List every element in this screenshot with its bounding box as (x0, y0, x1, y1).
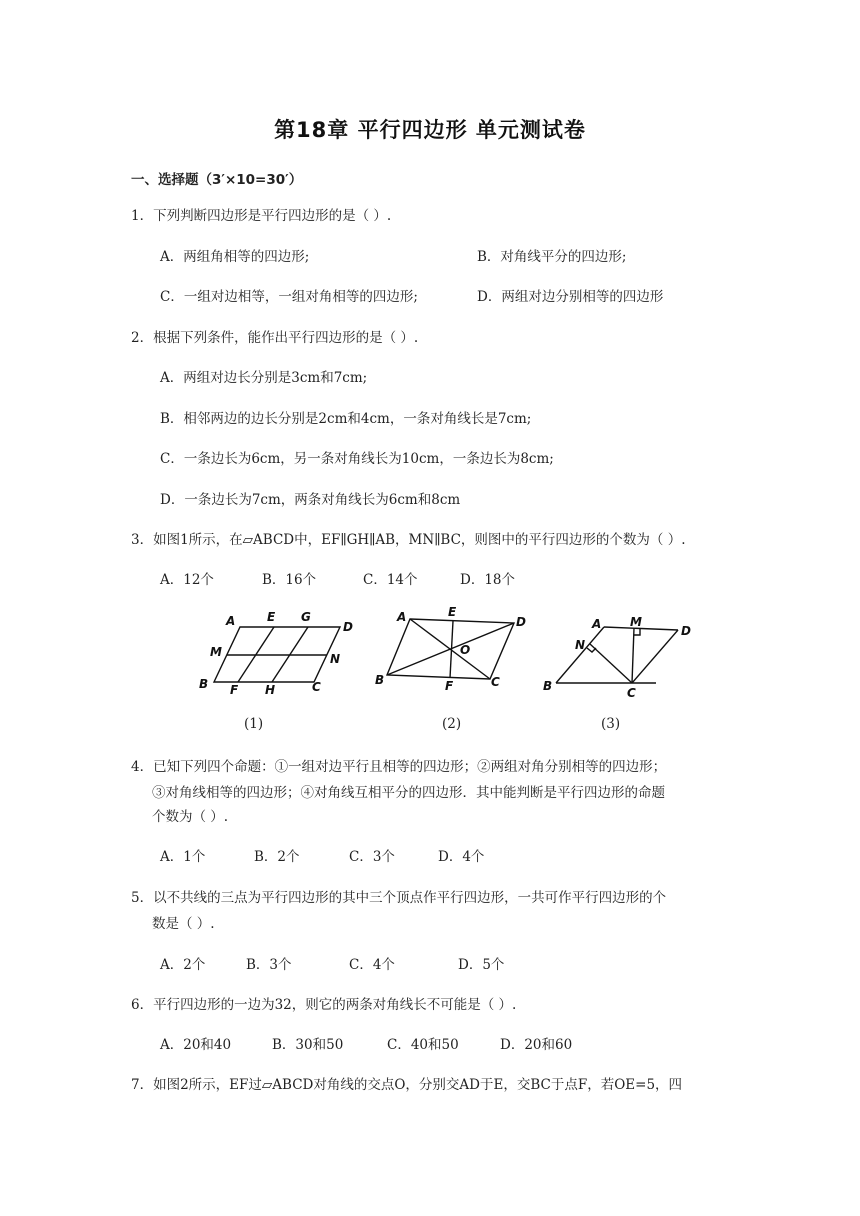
fig3-label-b: B (543, 679, 553, 693)
question-6-option-c[interactable]: C．40和50 (387, 1037, 459, 1053)
fig2-label-c: C (491, 675, 500, 689)
question-1-option-c[interactable]: C．一组对边相等，一组对角相等的四边形; (160, 289, 418, 305)
figure-2-caption: (2) (442, 716, 462, 732)
question-1-option-a[interactable]: A．两组角相等的四边形; (160, 249, 310, 265)
fig2-label-o: O (460, 643, 471, 657)
figure-2 (370, 604, 540, 704)
fig3-line-cd (632, 630, 678, 683)
fig1-label-m: M (210, 645, 222, 659)
question-7-stem: 7．如图2所示，EF过▱ABCD对角线的交点O，分别交AD于E，交BC于点F，若OE=5，四 (131, 1077, 683, 1093)
fig1-label-b: B (199, 677, 209, 691)
figure-3 (540, 604, 710, 704)
fig2-label-a: A (397, 610, 407, 624)
question-5-option-b[interactable]: B．3个 (246, 957, 292, 973)
fig3-right-angle-n (587, 648, 596, 652)
question-1-stem: 1．下列判断四边形是平行四边形的是（ ）. (131, 208, 392, 224)
fig3-label-c: C (627, 686, 636, 700)
question-1-option-b[interactable]: B．对角线平分的四边形; (477, 249, 627, 265)
fig1-label-h: H (265, 683, 276, 697)
section-heading: 一、选择题（3′×10=30′） (131, 172, 303, 188)
question-3-stem: 3．如图1所示，在▱ABCD中，EF∥GH∥AB，MN∥BC，则图中的平行四边形的个数为（ ）. (131, 532, 686, 548)
question-5-stem-line-1: 5．以不共线的三点为平行四边形的其中三个顶点作平行四边形，一共可作平行四边形的个 (131, 890, 667, 906)
fig1-label-n: N (330, 652, 341, 666)
fig1-label-g: G (301, 610, 311, 624)
page-title: 第18章 平行四边形 单元测试卷 (274, 118, 586, 142)
question-2-option-b[interactable]: B．相邻两边的边长分别是2cm和4cm，一条对角线长是7cm; (160, 411, 532, 427)
question-5-option-c[interactable]: C．4个 (349, 957, 395, 973)
question-4-stem-line-1: 4．已知下列四个命题：①一组对边平行且相等的四边形；②两组对角分别相等的四边形； (131, 759, 667, 775)
fig3-label-m: M (630, 615, 642, 629)
fig1-label-d: D (343, 620, 353, 634)
question-6-option-a[interactable]: A．20和40 (160, 1037, 232, 1053)
fig1-label-e: E (267, 610, 276, 624)
fig3-label-n: N (575, 638, 586, 652)
question-6-option-d[interactable]: D．20和60 (500, 1037, 573, 1053)
fig3-label-a: A (592, 617, 602, 631)
fig3-line-cm (632, 628, 634, 683)
question-3-option-b[interactable]: B．16个 (262, 572, 317, 588)
fig2-label-e: E (448, 605, 457, 619)
question-6-option-b[interactable]: B．30和50 (272, 1037, 344, 1053)
fig2-label-f: F (445, 679, 454, 693)
question-6-stem: 6．平行四边形的一边为32，则它的两条对角线长不可能是（ ）. (131, 997, 517, 1013)
fig3-line-ab (556, 627, 604, 683)
question-2-option-d[interactable]: D．一条边长为7cm，两条对角线长为6cm和8cm (160, 492, 461, 508)
fig1-label-c: C (312, 680, 321, 694)
fig3-line-cn (590, 644, 632, 683)
question-1-option-d[interactable]: D．两组对边分别相等的四边形 (477, 289, 664, 305)
figure-3-caption: (3) (601, 716, 621, 732)
figure-1-caption: (1) (244, 716, 264, 732)
figure-1 (190, 604, 360, 704)
question-3-option-c[interactable]: C．14个 (363, 572, 418, 588)
question-4-option-d[interactable]: D．4个 (438, 849, 485, 865)
question-4-stem-line-2: ③对角线相等的四边形；④对角线互相平分的四边形．其中能判断是平行四边形的命题 (152, 785, 665, 801)
fig1-label-a: A (226, 614, 236, 628)
fig2-label-b: B (375, 673, 385, 687)
question-2-option-c[interactable]: C．一条边长为6cm，另一条对角线长为10cm，一条边长为8cm; (160, 451, 554, 467)
question-2-stem: 2．根据下列条件，能作出平行四边形的是（ ）. (131, 330, 419, 346)
question-5-stem-line-2: 数是（ ）. (152, 916, 215, 932)
question-3-option-d[interactable]: D．18个 (460, 572, 516, 588)
question-4-option-c[interactable]: C．3个 (349, 849, 395, 865)
question-4-stem-line-3: 个数为（ ）. (152, 809, 229, 825)
question-4-option-b[interactable]: B．2个 (254, 849, 300, 865)
question-5-option-d[interactable]: D．5个 (458, 957, 505, 973)
fig3-label-d: D (681, 624, 691, 638)
fig1-label-f: F (230, 683, 239, 697)
question-3-option-a[interactable]: A．12个 (160, 572, 214, 588)
question-4-option-a[interactable]: A．1个 (160, 849, 206, 865)
question-5-option-a[interactable]: A．2个 (160, 957, 206, 973)
fig2-label-d: D (516, 615, 526, 629)
question-2-option-a[interactable]: A．两组对边长分别是3cm和7cm; (160, 370, 368, 386)
